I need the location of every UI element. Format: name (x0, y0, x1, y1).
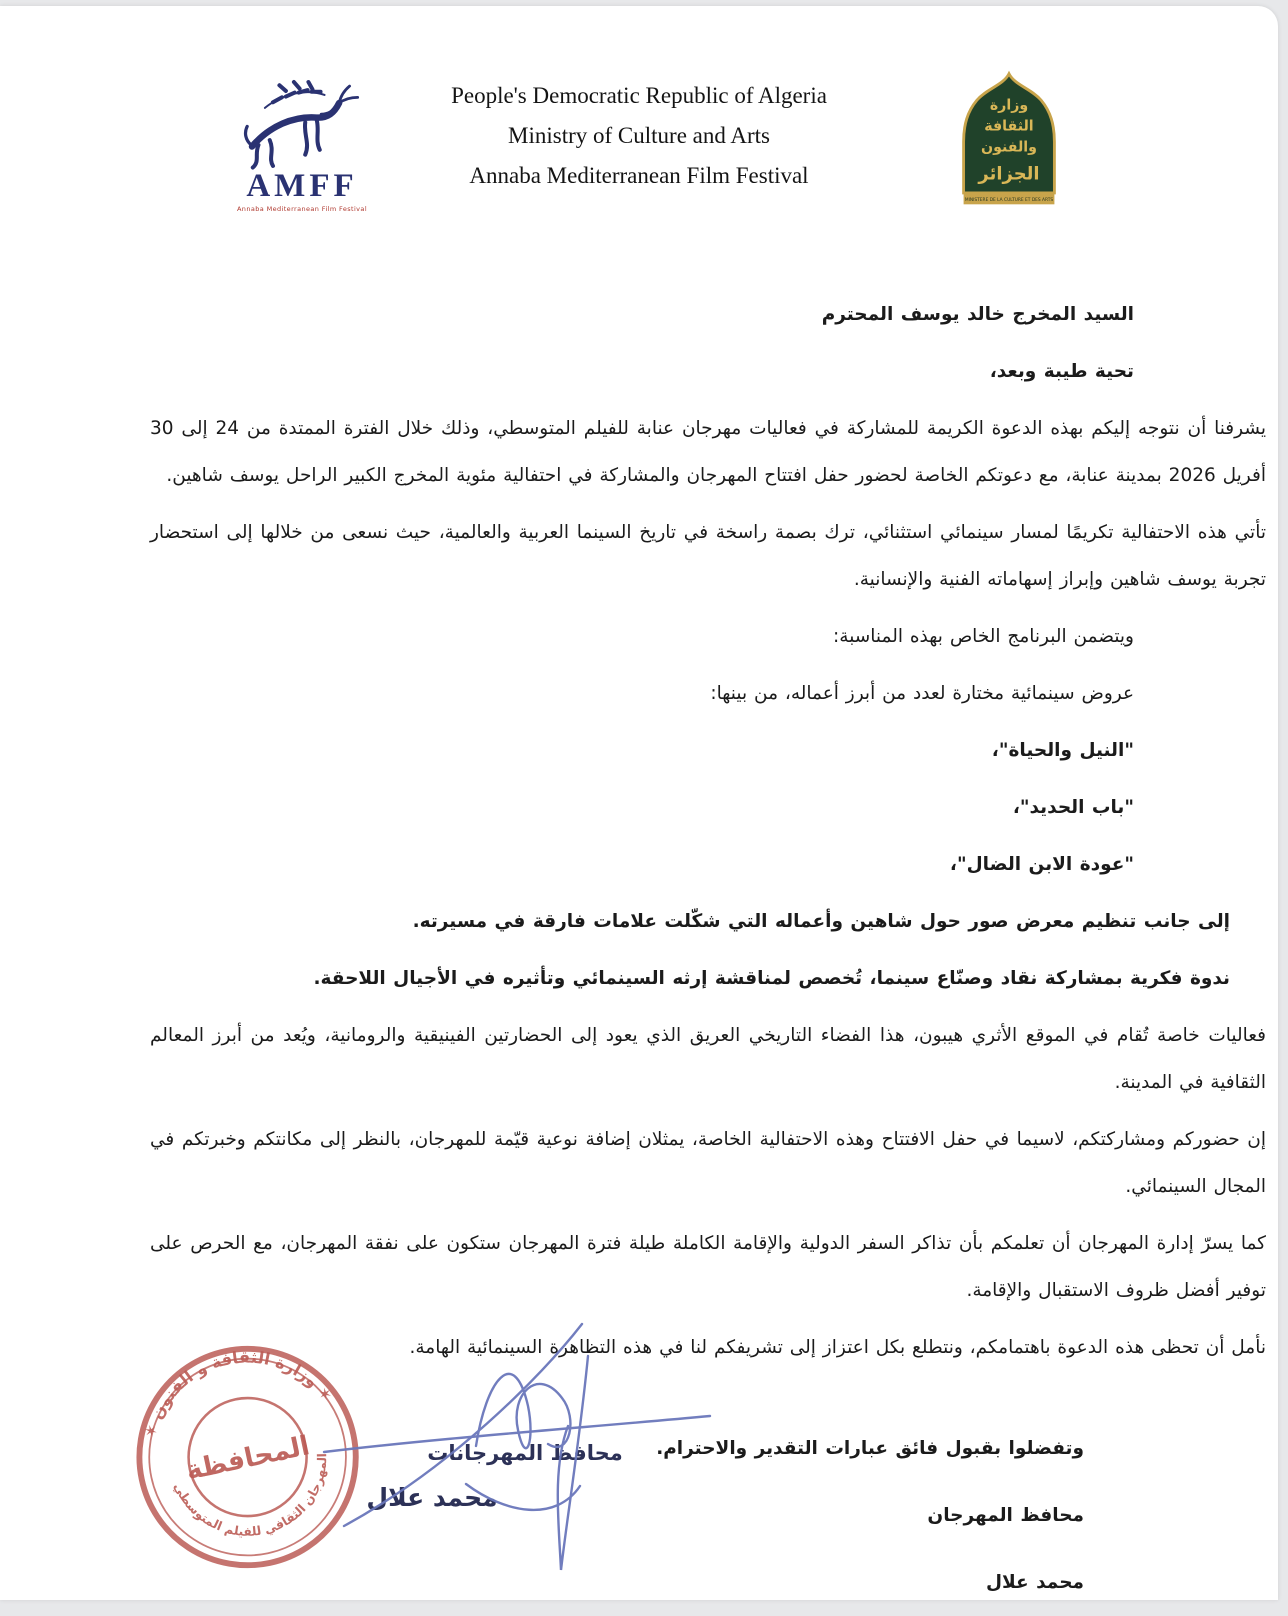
letterhead-festival: Annaba Mediterranean Film Festival (469, 163, 809, 188)
paragraph-exhibition: إلى جانب تنظيم معرض صور حول شاهين وأعماله التي شكّلت علامات فارقة في مسيرته. (412, 911, 1230, 932)
film-title-1: "النيل والحياة"، (991, 740, 1134, 761)
ministry-emblem-line4: الجزائر (978, 163, 1040, 185)
signature-stamp-name: محمد علال (366, 1483, 498, 1512)
scanned-letter-sheet (0, 6, 1278, 1600)
paragraph-travel: كما يسرّ إدارة المهرجان أن تعلمكم بأن تذاكر السفر الدولية والإقامة الكاملة طيلة فترة المهرجان ستكون على نفقة المهرجان، مع الحرص على توفير أفضل ظروف الاستقبال والإقامة. (150, 1233, 1266, 1301)
ministry-emblem-line1: وزارة (989, 97, 1029, 114)
paragraph-tribute: تأتي هذه الاحتفالية تكريمًا لمسار سينمائي استثنائي، ترك بصمة راسخة في تاريخ السينما العربية والعالمية، حيث نسعى من خلالها إلى استحضار تجربة يوسف شاهين وإبراز إسهاماته الفنية والإنسانية. (150, 522, 1266, 590)
film-title-2: "باب الحديد"، (1012, 797, 1134, 818)
signer-name: محمد علال (985, 1572, 1084, 1593)
ministry-emblem-line3: والفنون (981, 139, 1037, 156)
paragraph-hippone: فعاليات خاصة تُقام في الموقع الأثري هيبون، هذا الفضاء التاريخي العريق الذي يعود إلى الحضارتين الفينيقية والرومانية، ويُعد من أبرز المعالم الثقافية في المدينة. (150, 1025, 1266, 1093)
closing-line: وتفضلوا بقبول فائق عبارات التقدير والاحترام. (656, 1438, 1084, 1459)
signature-stamp-title: محافظ المهرجانات (427, 1441, 623, 1465)
amff-caption: Annaba Mediterranean Film Festival (236, 205, 368, 213)
stamp-center-text: المحافظة (183, 1430, 313, 1487)
letterhead-ministry: Ministry of Culture and Arts (508, 123, 770, 148)
stamp-top-text: ✶ وزارة الثقافة و الفنون ✶ (140, 1347, 337, 1440)
amff-acronym: AMFF (246, 168, 358, 204)
salutation-line: تحية طيبة وبعد، (989, 361, 1134, 382)
paragraph-symposium: ندوة فكرية بمشاركة نقاد وصنّاع سينما، تُخصص لمناقشة إرثه السينمائي وتأثيره في الأجيال اللاحقة. (313, 968, 1230, 989)
stamp-bottom-text: المهرجان الثقافي للفيلم المتوسطي (171, 1452, 330, 1539)
signature-ink-icon (280, 1318, 720, 1586)
paragraph-invitation: يشرفنا أن نتوجه إليكم بهذه الدعوة الكريمة للمشاركة في فعاليات مهرجان عنابة للفيلم المتوسطي، وذلك خلال الفترة الممتدة من 24 إلى 30 أفريل 2026 بمدينة عنابة، مع دعوتكم الخاصة لحضور حفل افتتاح المهرجان والمشاركة في احتفالية مئوية المخرج الكبير الراحل يوسف شاهين. (150, 418, 1267, 486)
signer-title: محافظ المهرجان (927, 1505, 1084, 1526)
paragraph-screenings: عروض سينمائية مختارة لعدد من أبرز أعماله، من بينها: (710, 683, 1134, 704)
letterhead-country: People's Democratic Republic of Algeria (451, 83, 827, 108)
paragraph-hope: نأمل أن تحظى هذه الدعوة باهتمامكم، ونتطلع بكل اعتزاز إلى تشريفكم لنا في هذه التظاهرة السينمائية الهامة. (409, 1337, 1266, 1358)
recipient-line: السيد المخرج خالد يوسف المحترم (821, 304, 1134, 325)
ministry-emblem-line2: الثقافة (984, 118, 1034, 135)
film-title-3: "عودة الابن الضال"، (949, 854, 1134, 875)
paragraph-program-intro: ويتضمن البرنامج الخاص بهذه المناسبة: (833, 626, 1134, 647)
paragraph-presence: إن حضوركم ومشاركتكم، لاسيما في حفل الافتتاح وهذه الاحتفالية الخاصة، يمثلان إضافة نوعية قيّمة للمهرجان، بالنظر إلى مكانتكم وخبرتكم في المجال السينمائي. (150, 1129, 1266, 1197)
signature-block (280, 1318, 720, 1590)
ministry-emblem-caption: MINISTERE DE LA CULTURE ET DES ARTS (964, 198, 1054, 204)
